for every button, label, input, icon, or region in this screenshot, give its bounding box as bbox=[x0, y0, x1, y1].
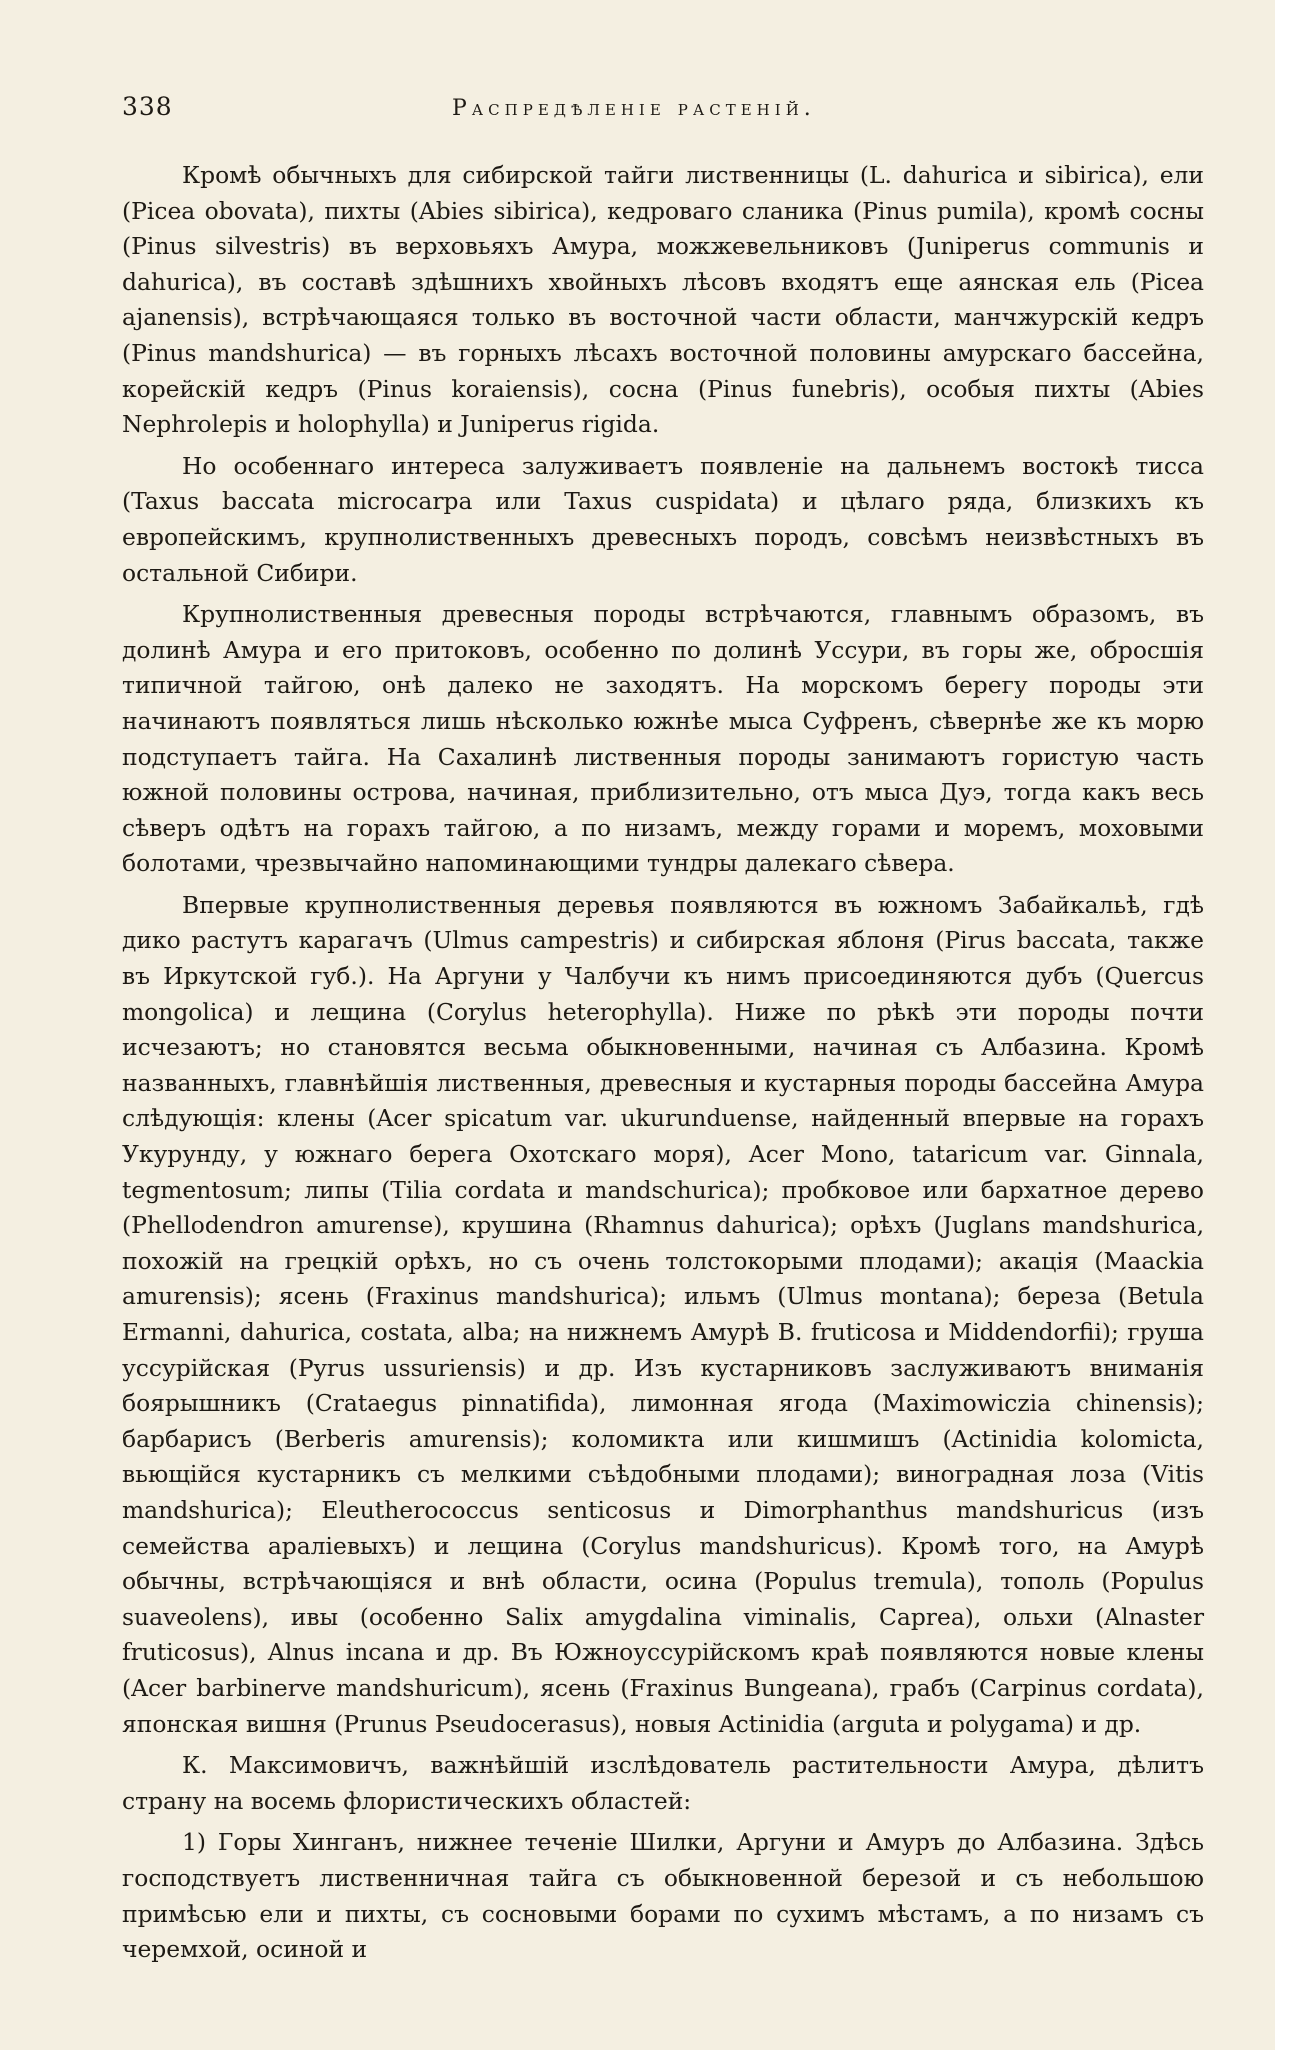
paragraph: К. Максимовичъ, важнѣйшій изслѣдователь растительности Амура, дѣлитъ страну на восемь флористическихъ областей: bbox=[122, 1751, 1204, 1815]
page-number: 338 bbox=[122, 92, 173, 121]
paragraph: Кромѣ обычныхъ для сибирской тайги лиственницы (L. dahurica и sibirica), ели (Picea obovata), пихты (Abies sibirica), кедроваго сланика (Pinus pumila), кромѣ сосны (Pinus silvestris) въ верховьяхъ Амура, можжевельниковъ (Juniperus communis и dahurica), въ составѣ здѣшнихъ хвойныхъ лѣсовъ входятъ еще аянская ель (Picea ajanensis), встрѣчающаяся только въ восточной части области, манчжурскій кедръ (Pinus mandshurica) — въ горныхъ лѣсахъ восточной половины амурскаго бассейна, корейскій кедръ (Pinus koraiensis), сосна (Pinus funebris), особыя пихты (Abies Nephrolepis и holophylla) и Juniperus rigida. bbox=[122, 161, 1204, 439]
paragraph: Впервые крупнолиственныя деревья появляются въ южномъ Забайкальѣ, гдѣ дико растутъ карагачъ (Ulmus campestris) и сибирская яблоня (Pirus baccata, также въ Иркутской губ.). На Аргуни у Чалбучи къ нимъ присоединяются дубъ (Quercus mongolica) и лещина (Corylus heterophylla). Ниже по рѣкѣ эти породы почти исчезаютъ; но становятся весьма обыкновенными, начиная съ Албазина. Кромѣ названныхъ, главнѣйшія лиственныя, древесныя и кустарныя породы бассейна Амура слѣдующія: клены (Acer spicatum var. ukurunduense, найденный впервые на горахъ Укурунду, у южнаго берега Охотскаго моря), Acer Mono, tataricum var. Ginnala, tegmentosum; липы (Tilia cordata и mandschurica); пробковое или бархатное дерево (Phellodendron amurense), крушина (Rhamnus dahurica); орѣхъ (Juglans mandshurica, похожій на грецкій орѣхъ, но съ очень толстокорыми плодами); акація (Maackia amurensis); ясень (Fraxinus mandshurica); ильмъ (Ulmus montana); береза (Betula Ermanni, dahurica, costata, alba; на нижнемъ Амурѣ B. fruticosa и Middendorfii); груша уссурійская (Pyrus ussuriensis) и др. Изъ кустарниковъ заслуживаютъ вниманія боярышникъ (Crataegus pinnatifida), лимонная ягода (Maximowiczia chinensis); барбарисъ (Berberis amurensis); коломикта или кишмишъ (Actinidia kolomicta, вьющійся кустарникъ съ мелкими съѣдобными плодами); виноградная лоза (Vitis mandshurica); Eleutherococcus senticosus и Dimorphanthus mandshuricus (изъ семейства араліевыхъ) и лещина (Corylus mandshuricus). Кромѣ того, на Амурѣ обычны, встрѣчающіяся и внѣ области, осина (Populus tremula), тополь (Populus suaveolens), ивы (особенно Salix amygdalina viminalis, Caprea), ольхи (Alnaster fruticosus), Alnus incana и др. Въ Южноуссурійскомъ краѣ появляются новые клены (Acer barbinerve mandshuricum), ясень (Fraxinus Bungeana), грабъ (Carpinus cordata), японская вишня (Prunus Pseudocerasus), новыя Actinidia (arguta и polygama) и др. bbox=[122, 890, 1204, 1738]
paragraph: 1) Горы Хинганъ, нижнее теченіе Шилки, Аргуни и Амуръ до Албазина. Здѣсь господствуетъ лиственничная тайга съ обыкновенной березой и съ небольшою примѣсью ели и пихты, съ сосновыми борами по сухимъ мѣстамъ, а по низамъ съ черемхой, осиной и bbox=[122, 1828, 1204, 1964]
body-text bbox=[122, 158, 1204, 1968]
running-head: Распредѣленіе растеній. bbox=[452, 96, 816, 121]
paragraph: Но особеннаго интереса залуживаетъ появленіе на дальнемъ востокѣ тисса (Taxus baccata microcarpa или Taxus cuspidata) и цѣлаго ряда, близкихъ къ европейскимъ, крупнолиственныхъ древесныхъ породъ, совсѣмъ неизвѣстныхъ въ остальной Сибири. bbox=[122, 451, 1204, 587]
page-header bbox=[122, 92, 1207, 140]
page-edge bbox=[1275, 0, 1289, 2050]
paragraph: Крупнолиственныя древесныя породы встрѣчаются, главнымъ образомъ, въ долинѣ Амура и его притоковъ, особенно по долинѣ Уссури, въ горы же, обросшія типичной тайгою, онѣ далеко не заходятъ. На морскомъ берегу породы эти начинаютъ появляться лишь нѣсколько южнѣе мыса Суфренъ, сѣвернѣе же къ морю подступаетъ тайга. На Сахалинѣ лиственныя породы занимаютъ гористую часть южной половины острова, начиная, приблизительно, отъ мыса Дуэ, тогда какъ весь сѣверъ одѣтъ на горахъ тайгою, а по низамъ, между горами и моремъ, моховыми болотами, чрезвычайно напоминающими тундры далекаго сѣвера. bbox=[122, 600, 1204, 878]
